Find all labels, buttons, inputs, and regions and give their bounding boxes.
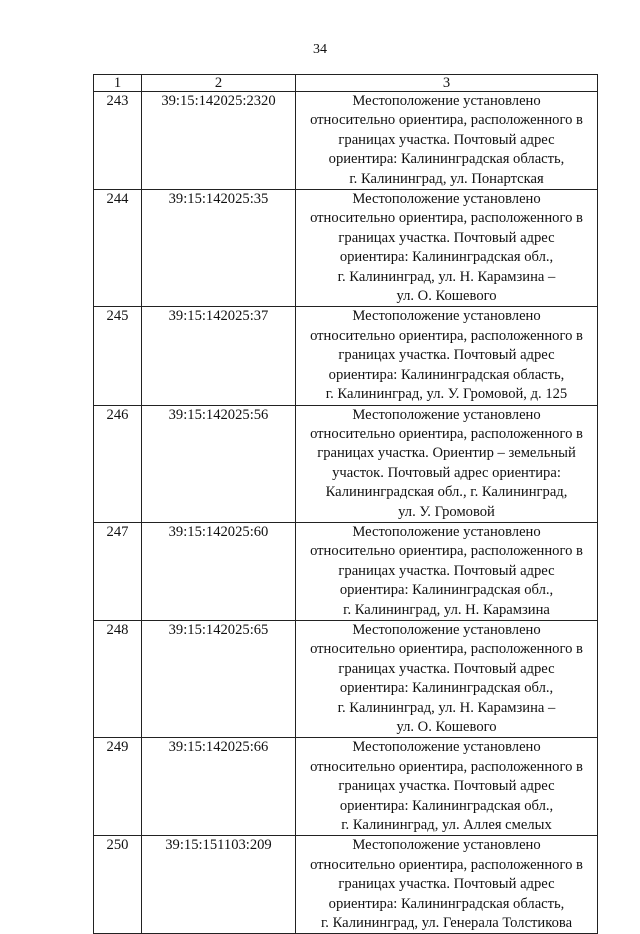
row-number: 243 xyxy=(94,92,142,190)
location-line: ориентира: Калининградская область, xyxy=(328,151,565,168)
location-description xyxy=(296,738,598,836)
row-number: 250 xyxy=(94,836,142,934)
table-row xyxy=(94,92,598,190)
location-line: ориентира: Калининградская область, xyxy=(328,366,565,383)
table-row xyxy=(94,620,598,737)
column-header-location: 3 xyxy=(296,75,598,92)
location-line: ул. О. Кошевого xyxy=(396,719,497,735)
row-number: 245 xyxy=(94,307,142,405)
location-line: Местоположение установлено xyxy=(352,837,541,854)
location-description xyxy=(296,522,598,620)
location-line: границах участка. Почтовый адрес xyxy=(338,876,555,893)
location-line: Калининградская обл., г. Калининград, xyxy=(325,484,568,501)
location-line: Местоположение установлено xyxy=(352,739,541,756)
location-line: г. Калининград, ул. Н. Карамзина xyxy=(343,601,550,618)
table-row xyxy=(94,522,598,620)
row-number: 248 xyxy=(94,620,142,737)
location-line: ориентира: Калининградская область, xyxy=(328,895,565,912)
location-line: границах участка. Почтовый адрес xyxy=(338,660,555,677)
cadastral-number: 39:15:142025:37 xyxy=(142,307,296,405)
location-line: Местоположение установлено xyxy=(352,191,541,208)
location-line: г. Калининград, ул. Н. Карамзина – xyxy=(337,268,556,285)
location-line: ориентира: Калининградская обл., xyxy=(339,680,554,697)
location-line: относительно ориентира, расположенного в xyxy=(310,641,583,658)
page-number: 34 xyxy=(313,42,327,57)
location-line: г. Калининград, ул. Н. Карамзина – xyxy=(337,699,556,716)
location-line: ул. У. Громовой xyxy=(398,503,495,520)
location-line: ул. О. Кошевого xyxy=(396,288,497,305)
location-line: ориентира: Калининградская обл., xyxy=(339,249,554,266)
location-line: г. Калининград, ул. Понартская xyxy=(349,170,544,187)
location-line: Местоположение установлено xyxy=(352,93,541,109)
land-plot-table xyxy=(93,74,598,934)
location-line: границах участка. Почтовый адрес xyxy=(338,131,555,148)
location-description xyxy=(296,190,598,307)
cadastral-number: 39:15:151103:209 xyxy=(142,836,296,934)
location-line: Местоположение установлено xyxy=(352,621,541,638)
location-line: границах участка. Ориентир – земельный xyxy=(317,445,576,462)
cadastral-number: 39:15:142025:60 xyxy=(142,522,296,620)
location-line: относительно ориентира, расположенного в xyxy=(310,327,583,344)
location-line: относительно ориентира, расположенного в xyxy=(310,425,583,442)
row-number: 249 xyxy=(94,738,142,836)
location-line: ориентира: Калининградская обл., xyxy=(339,797,554,814)
cadastral-number: 39:15:142025:66 xyxy=(142,738,296,836)
cadastral-number: 39:15:142025:56 xyxy=(142,405,296,522)
table-header-row xyxy=(94,75,598,92)
table-row xyxy=(94,307,598,405)
location-line: относительно ориентира, расположенного в xyxy=(310,758,583,775)
location-line: границах участка. Почтовый адрес xyxy=(338,229,555,246)
column-header-number: 1 xyxy=(94,75,142,92)
table-row xyxy=(94,738,598,836)
location-line: г. Калининград, ул. У. Громовой, д. 125 xyxy=(325,386,568,403)
cadastral-number: 39:15:142025:65 xyxy=(142,620,296,737)
location-line: границах участка. Почтовый адрес xyxy=(338,347,555,364)
row-number: 247 xyxy=(94,522,142,620)
row-number: 244 xyxy=(94,190,142,307)
location-line: границах участка. Почтовый адрес xyxy=(338,778,555,795)
location-line: ориентира: Калининградская обл., xyxy=(339,582,554,599)
row-number: 246 xyxy=(94,405,142,522)
location-line: относительно ориентира, расположенного в xyxy=(310,543,583,560)
location-line: Местоположение установлено xyxy=(352,523,541,540)
location-description xyxy=(296,307,598,405)
table-row xyxy=(94,405,598,522)
location-description xyxy=(296,405,598,522)
location-line: относительно ориентира, расположенного в xyxy=(310,112,583,129)
location-line: участок. Почтовый адрес ориентира: xyxy=(332,464,561,481)
location-line: г. Калининград, ул. Аллея смелых xyxy=(341,817,552,834)
cadastral-number: 39:15:142025:2320 xyxy=(142,92,296,190)
table-row xyxy=(94,836,598,934)
location-description xyxy=(296,92,598,190)
location-line: относительно ориентира, расположенного в xyxy=(310,856,583,873)
cadastral-number: 39:15:142025:35 xyxy=(142,190,296,307)
location-line: Местоположение установлено xyxy=(352,406,541,423)
table-row xyxy=(94,190,598,307)
location-description xyxy=(296,620,598,737)
location-line: г. Калининград, ул. Генерала Толстикова xyxy=(320,915,573,932)
location-line: Местоположение установлено xyxy=(352,308,541,325)
location-line: относительно ориентира, расположенного в xyxy=(310,210,583,227)
column-header-cadastral: 2 xyxy=(142,75,296,92)
location-description xyxy=(296,836,598,934)
location-line: границах участка. Почтовый адрес xyxy=(338,562,555,579)
